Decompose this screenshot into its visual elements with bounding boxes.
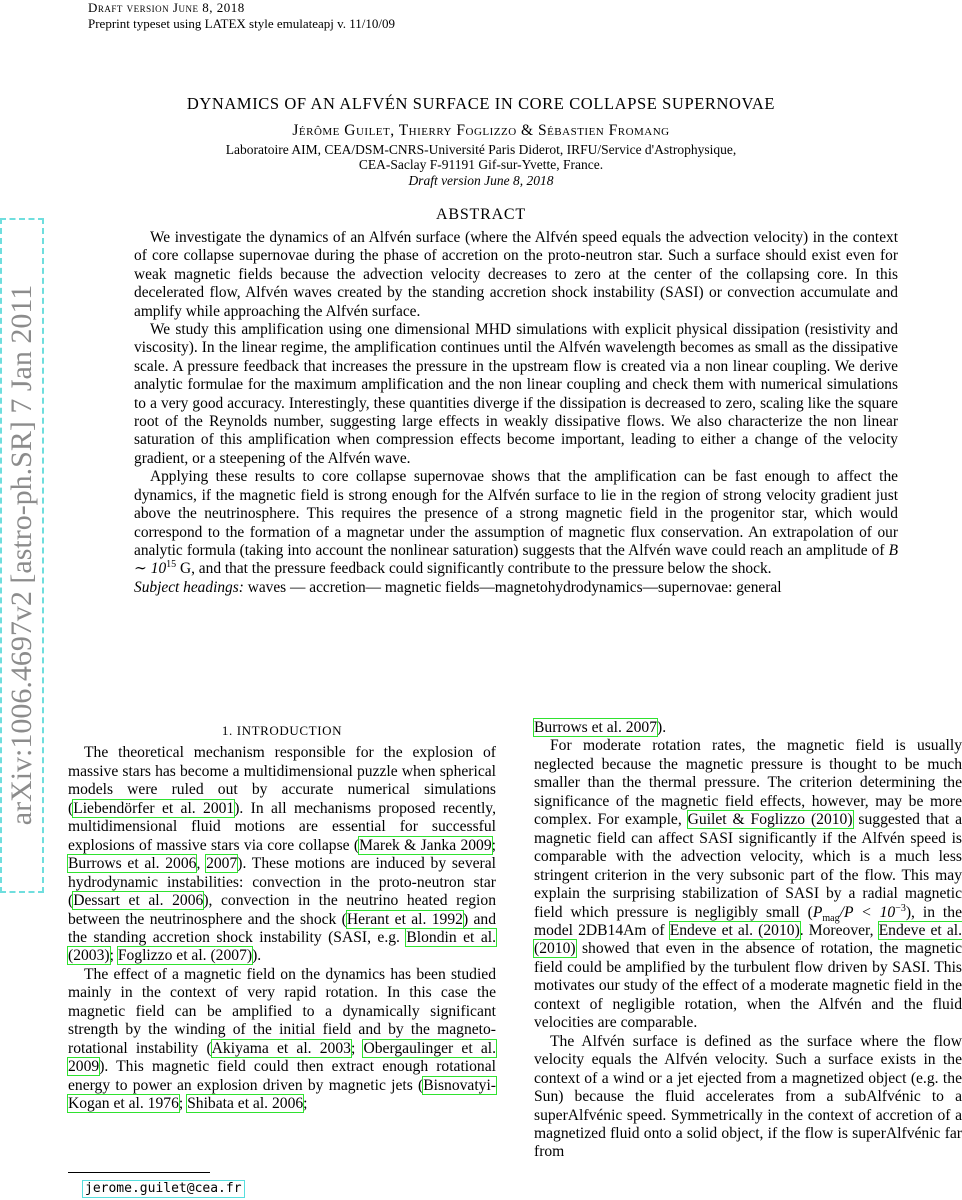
text-run: ; bbox=[178, 1095, 188, 1113]
math-ratio: /P < 10 bbox=[839, 903, 896, 921]
citation-obergaulinger-2009[interactable]: Obergaulinger et al. 2009 bbox=[68, 1039, 497, 1076]
text-run: ; bbox=[350, 1039, 364, 1057]
text-run: ). bbox=[657, 719, 667, 736]
text-run: ; bbox=[303, 1095, 308, 1113]
abstract-paragraph-1: We investigate the dynamics of an Alfvén surface (where the Alfvén speed equals the advection velocity) in the context of core collapse supernovae during the phase of accretion on the proto-neutron star. Such a surface should exist even for weak magnetic fields because the advection velocity decreases to zero at the center of the collapsing core. In this decelerated flow, Alfvén waves created by the standing accretion shock instability (SASI) or convection accumulate and amplify while approaching the Alfvén surface. bbox=[134, 229, 898, 320]
citation-guilet-foglizzo-2010[interactable]: Guilet & Foglizzo (2010) bbox=[687, 811, 853, 829]
citation-liebendorfer-2001[interactable]: Liebendörfer et al. 2001 bbox=[73, 799, 235, 817]
right-paragraph-2: The Alfvén surface is defined as the surface where the flow velocity equals the Alfvén velocity. Such a surface exists in the context of a wind or a jet ejected from a magnetized object (e.g. the Sun) because the fluid accelerates from a subAlfvénic to a superAlfvénic speed. Symmetrically in the context of accretion of a magnetized fluid onto a solid object, if the flow is superAlfvénic far from bbox=[534, 1032, 962, 1161]
text-run: ) and the standing accretion shock instability (SASI, e.g. bbox=[68, 910, 497, 946]
arxiv-id[interactable]: arXiv:1006.4697v2 [astro-ph.SR] 7 Jan 2011 bbox=[5, 284, 38, 826]
text-run: suggested that a magnetic field can affect SASI significantly if the Alfvén speed is comparable with the advection velocity, which is a much less stringent criterion in the very subsonic part of the flow. This may explain the surprising stabilization of SASI by a radial magnetic field which pressure is negligibly small ( bbox=[534, 811, 962, 921]
text-run: ). This magnetic field could then extract enough rotational energy to power an explosion driven by magnetic jets ( bbox=[68, 1058, 496, 1094]
section-heading-introduction: 1. INTRODUCTION bbox=[221, 723, 343, 738]
math-p: P bbox=[812, 903, 823, 921]
subject-headings bbox=[134, 579, 898, 597]
abstract-heading: ABSTRACT bbox=[436, 206, 526, 223]
abstract-p3-text-b: G, and that the pressure feedback could significantly contribute to the pressure below the shock. bbox=[176, 560, 772, 578]
citation-akiyama-2003[interactable]: Akiyama et al. 2003 bbox=[211, 1039, 351, 1057]
text-run: ; bbox=[109, 947, 118, 965]
abstract-math-b: B ∼ 10 bbox=[134, 541, 898, 578]
text-run: The theoretical mechanism responsible for the explosion of massive stars has become a multidimensional puzzle when spherical models were ruled out by accurate numerical simulations ( bbox=[68, 744, 496, 817]
affiliation-line-1: Laboratoire AIM, CEA/DSM-CNRS-Université Paris Diderot, IRFU/Service d'Astrophysique, bbox=[225, 142, 737, 157]
text-run: showed that even in the absence of rotation, the magnetic field could be amplified by the turbulent flow driven by SASI. This motivates our study of the effect of a moderate magnetic field in the context of negligible rotation, when the Alfvén and the fluid velocities are comparable. bbox=[534, 940, 962, 1032]
citation-endeve-2010-a[interactable]: Endeve et al. (2010) bbox=[669, 921, 800, 939]
right-paragraph-1 bbox=[534, 737, 962, 1032]
citation-burrows-2007[interactable]: Burrows et al. 2007 bbox=[534, 719, 657, 736]
citation-endeve-2010-b[interactable]: Endeve et al. (2010) bbox=[534, 921, 962, 958]
footnote-rule bbox=[68, 1172, 210, 1173]
text-run: , bbox=[196, 855, 207, 873]
citation-shibata-2006[interactable]: Shibata et al. 2006 bbox=[187, 1095, 304, 1113]
left-column bbox=[68, 719, 496, 1114]
draft-header: Draft version June 8, 2018 bbox=[88, 0, 245, 15]
abstract-paragraph-2: We study this amplification using one dimensional MHD simulations with explicit physical dissipation (resistivity and viscosity). In the linear regime, the amplification continues until the Alfvén wavelength becomes as small as the dissipative scale. A pressure feedback that increases the pressure in the upstream flow is created via a non linear coupling. We derive analytic formulae for the maximum amplification and the non linear coupling and check them with numerical simulations to a very good accuracy. Interestingly, these quantities diverge if the dissipation is decreased to zero, scaling like the square root of the Reynolds number, suggesting large effects in weakly dissipative flows. We also characterize the non linear saturation of this amplification when compression effects become important, leading to either a change of the velocity gradient, or a steepening of the Alfvén wave. bbox=[134, 321, 898, 467]
citation-burrows-2006[interactable]: Burrows et al. 2006 bbox=[68, 855, 197, 873]
citation-burrows-2007a[interactable]: 2007 bbox=[206, 855, 238, 873]
draft-version-date: Draft version June 8, 2018 bbox=[408, 173, 554, 188]
continued-citation bbox=[534, 719, 962, 737]
intro-paragraph-2 bbox=[68, 966, 496, 1114]
text-run: The effect of a magnetic field on the dynamics has been studied mainly in the context of very rapid rotation. In this case the magnetic field can be amplified to a dynamically significant strength by the winding of the initial field and by the magneto-rotational instability ( bbox=[68, 965, 496, 1057]
citation-bisnovatyi-kogan-1976[interactable]: Bisnovatyi-Kogan et al. 1976 bbox=[68, 1076, 496, 1113]
text-run: ), convection in the neutrino heated region between the neutrinosphere and the shock ( bbox=[68, 892, 496, 928]
abstract-p3-text-a: Applying these results to core collapse supernovae shows that the amplification can be fast enough to affect the dynamics, if the magnetic field is strong enough for the Alfvén surface to lie in the region of strong velocity gradient just above the neutrinosphere. This requires the presence of a strong magnetic field in the progenitor star, which would correspond to the formation of a magnetar under the assumption of magnetic flux conservation. An extrapolation of our analytic formula (taking into account the nonlinear saturation) suggests that the Alfvén wave could reach an amplitude of bbox=[134, 468, 898, 559]
text-run: For moderate rotation rates, the magnetic field is usually neglected because the magnetic pressure is thought to be much smaller than the thermal pressure. The criterion determining the significance of the magnetic field effects, however, may be more complex. For example, bbox=[534, 737, 962, 829]
subject-headings-text: waves — accretion— magnetic fields—magnetohydrodynamics—supernovae: general bbox=[243, 578, 782, 596]
author-email-link[interactable]: jerome.guilet@cea.fr bbox=[82, 1180, 245, 1198]
abstract-body bbox=[134, 229, 898, 597]
citation-dessart-2006[interactable]: Dessart et al. 2006 bbox=[73, 892, 204, 910]
citation-marek-janka-2009[interactable]: Marek & Janka 2009 bbox=[359, 836, 492, 854]
intro-paragraph-1 bbox=[68, 744, 496, 965]
abstract-math-exponent: 15 bbox=[166, 559, 177, 571]
preprint-line: Preprint typeset using LATEX style emulateapj v. 11/10/09 bbox=[88, 16, 396, 31]
affiliation-line-2: CEA-Saclay F-91191 Gif-sur-Yvette, France. bbox=[358, 157, 604, 172]
text-run: ; bbox=[491, 836, 496, 854]
citation-foglizzo-2007[interactable]: Foglizzo et al. (2007) bbox=[117, 947, 253, 965]
math-exponent: −3 bbox=[895, 902, 906, 914]
subject-headings-label: Subject headings: bbox=[134, 578, 244, 596]
text-run: . Moreover, bbox=[799, 921, 879, 939]
text-run: ). These motions are induced by several hydrodynamic instabilities: convection in the proto-neutron star ( bbox=[68, 855, 497, 910]
text-run: ). bbox=[252, 947, 262, 965]
paper-title: DYNAMICS OF AN ALFVÉN SURFACE IN CORE COLLAPSE SUPERNOVAE bbox=[186, 94, 776, 113]
author-list: Jérôme Guilet, Thierry Foglizzo & Sébastien Fromang bbox=[292, 122, 670, 139]
abstract-paragraph-3 bbox=[134, 468, 898, 578]
text-run: ). In all mechanisms proposed recently, multidimensional fluid motions are essential for successful explosions of massive stars via core collapse ( bbox=[68, 799, 496, 854]
text-run: ), in the model 2DB14Am of bbox=[534, 903, 962, 939]
right-column bbox=[534, 719, 962, 1162]
citation-blondin-2003[interactable]: Blondin et al. (2003) bbox=[68, 928, 496, 965]
math-mag-subscript: mag bbox=[822, 912, 840, 924]
citation-herant-1992[interactable]: Herant et al. 1992 bbox=[346, 910, 463, 928]
